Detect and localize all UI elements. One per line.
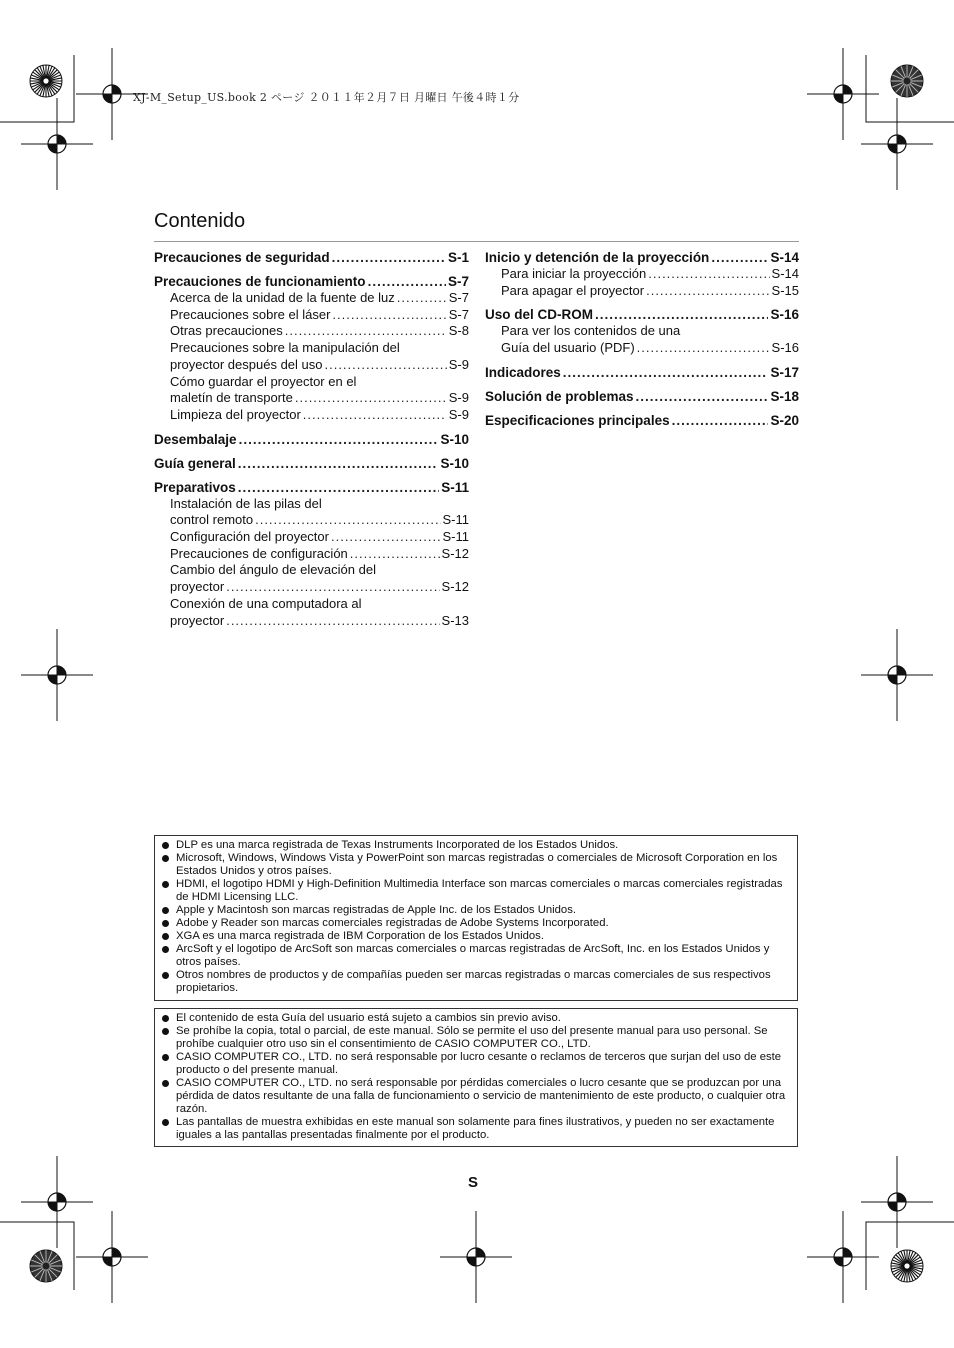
toc-entry-label: Precauciones de funcionamiento xyxy=(154,274,366,289)
bullet-icon xyxy=(162,1028,169,1035)
toc-entry-label: Uso del CD-ROM xyxy=(485,307,593,323)
toc-entry-label: Desembalaje xyxy=(154,431,237,447)
toc-page-number: S-9 xyxy=(448,390,469,406)
trademark-item xyxy=(161,839,789,852)
bullet-icon xyxy=(162,907,169,914)
toc-subsection-entry[interactable] xyxy=(154,307,469,324)
toc-subsection-entry[interactable] xyxy=(154,579,469,596)
toc-page-number: S-14 xyxy=(771,266,799,281)
toc-entry-label: Guía del usuario (PDF) xyxy=(501,340,635,356)
bullet-icon xyxy=(162,1054,169,1061)
toc-page-number: S-16 xyxy=(770,307,799,323)
trademark-item xyxy=(161,904,789,917)
toc-subsection-entry[interactable] xyxy=(154,529,469,546)
disclaimer-item-text: CASIO COMPUTER CO., LTD. no será responsable por pérdidas comerciales o lucro cesante que se produzcan por una pérdida de datos resultante de una falla de funcionamiento o servicio de mantenimiento de este producto, o cualquier otra razón. xyxy=(176,1077,786,1115)
toc-dot-leader xyxy=(711,250,768,266)
toc-page-number: S-18 xyxy=(770,388,799,404)
toc-entry-label: Indicadores xyxy=(485,364,561,380)
toc-dot-leader xyxy=(637,340,770,357)
page-header-file-info: XJ-M_Setup_US.book 2 ページ ２０１１年２月７日 月曜日 午後４時１分 xyxy=(133,91,520,104)
disclaimer-item xyxy=(161,1116,789,1142)
toc-left-column xyxy=(154,250,469,629)
toc-dot-leader xyxy=(368,274,446,290)
toc-dot-leader xyxy=(295,390,447,407)
toc-dot-leader xyxy=(332,307,446,324)
toc-subsection-entry[interactable] xyxy=(154,290,469,307)
toc-section-entry[interactable] xyxy=(485,250,799,266)
trademark-item-text: Otros nombres de productos y de compañías pueden ser marcas registradas o marcas comerciales de sus respectivos propietarios. xyxy=(176,969,771,994)
toc-entry-label: Inicio y detención de la proyección xyxy=(485,250,710,265)
toc-entry-label: maletín de transporte xyxy=(170,390,293,406)
trademark-item-text: ArcSoft y el logotipo de ArcSoft son marcas comerciales o marcas registradas de ArcSoft, Inc. en los Estados Unidos y otros países. xyxy=(176,943,770,968)
toc-page-number: S-7 xyxy=(447,274,469,289)
toc-dot-leader xyxy=(239,432,439,448)
toc-section-entry[interactable] xyxy=(485,307,799,323)
toc-page-number: S-12 xyxy=(441,579,469,595)
toc-entry-line: Para ver los contenidos de una xyxy=(501,323,681,339)
toc-section-entry[interactable] xyxy=(485,389,799,405)
toc-entry-line: Instalación de las pilas del xyxy=(170,495,322,511)
toc-page-number: S-16 xyxy=(771,340,799,356)
toc-page-number: S-10 xyxy=(440,431,469,447)
trademark-item-text: DLP es una marca registrada de Texas Instruments Incorporated de los Estados Unidos. xyxy=(176,839,619,851)
disclaimer-item xyxy=(161,1077,789,1116)
toc-subsection-entry[interactable] xyxy=(154,613,469,630)
toc-dot-leader xyxy=(226,579,439,596)
disclaimer-item-text: CASIO COMPUTER CO., LTD. no será responsable por lucro cesante o reclamos de terceros que surjan del uso de este producto o del presente manual. xyxy=(176,1051,782,1076)
disclaimer-item-text: Se prohíbe la copia, total o parcial, de este manual. Sólo se permite el uso del presente manual para uso personal. Se prohíbe cualquier otro uso sin el consentimiento de CASIO COMPUTER CO., LTD. xyxy=(176,1025,768,1050)
toc-entry-line: Cómo guardar el proyector en el xyxy=(170,373,357,389)
toc-dot-leader xyxy=(672,413,769,429)
toc-entry-line: Cambio del ángulo de elevación del xyxy=(170,562,376,578)
toc-entry-label: Precauciones de configuración xyxy=(170,545,348,561)
bullet-icon xyxy=(162,842,169,849)
bullet-icon xyxy=(162,855,169,862)
disclaimer-item xyxy=(161,1025,789,1051)
title-divider xyxy=(154,241,799,242)
toc-subsection-entry[interactable] xyxy=(154,323,469,340)
trademark-item-text: XGA es una marca registrada de IBM Corporation de los Estados Unidos. xyxy=(176,930,544,942)
bullet-icon xyxy=(162,1015,169,1022)
toc-entry-label: Otras precauciones xyxy=(170,323,283,339)
toc-dot-leader xyxy=(397,290,447,307)
toc-page-number: S-1 xyxy=(447,250,469,265)
trademark-item xyxy=(161,930,789,943)
toc-page-number: S-7 xyxy=(448,290,469,305)
trademark-item xyxy=(161,878,789,904)
toc-subsection-entry[interactable] xyxy=(154,546,469,563)
toc-section-entry[interactable] xyxy=(154,432,469,448)
bullet-icon xyxy=(162,1080,169,1087)
bullet-icon xyxy=(162,946,169,953)
toc-dot-leader xyxy=(324,357,446,374)
toc-subsection-entry[interactable] xyxy=(485,266,799,283)
trademark-item-text: Microsoft, Windows, Windows Vista y PowerPoint son marcas registradas o comerciales de Microsoft Corporation en los Estados Unidos y otros países. xyxy=(176,852,778,877)
page-title: Contenido xyxy=(154,210,246,232)
toc-entry-label: Precauciones sobre el láser xyxy=(170,306,331,322)
toc-dot-leader xyxy=(636,389,769,405)
trademark-item xyxy=(161,917,789,930)
trademark-item-text: Adobe y Reader son marcas comerciales registradas de Adobe Systems Incorporated. xyxy=(176,917,609,929)
toc-page-number: S-11 xyxy=(442,512,469,528)
toc-entry-label: Para apagar el proyector xyxy=(501,282,645,298)
toc-entry-label: control remoto xyxy=(170,512,254,528)
toc-dot-leader xyxy=(255,512,440,529)
page-letter: S xyxy=(468,1174,479,1191)
toc-page-number: S-15 xyxy=(771,282,799,298)
toc-entry-label: Solución de problemas xyxy=(485,388,634,404)
toc-dot-leader xyxy=(332,250,446,266)
toc-entry-line: Conexión de una computadora al xyxy=(170,595,362,611)
toc-page-number: S-11 xyxy=(442,529,469,545)
bullet-icon xyxy=(162,972,169,979)
toc-page-number: S-8 xyxy=(448,323,469,339)
toc-section-entry[interactable] xyxy=(485,365,799,381)
toc-right-column xyxy=(485,250,799,429)
toc-entry-label: Guía general xyxy=(154,455,236,471)
toc-page-number: S-14 xyxy=(770,250,799,265)
toc-entry-label: proyector xyxy=(170,612,225,628)
disclaimer-list xyxy=(161,1012,789,1142)
trademark-list xyxy=(161,839,789,995)
toc-dot-leader xyxy=(238,480,439,496)
trademark-item xyxy=(161,852,789,878)
toc-subsection-entry[interactable] xyxy=(485,340,799,357)
toc-page-number: S-17 xyxy=(770,364,799,380)
toc-entry-label: proyector xyxy=(170,579,225,595)
bullet-icon xyxy=(162,920,169,927)
toc-dot-leader xyxy=(646,283,769,300)
toc-entry-label: Especificaciones principales xyxy=(485,412,670,428)
toc-entry-label: Precauciones de seguridad xyxy=(154,250,330,265)
disclaimer-notice-box xyxy=(154,1008,798,1147)
toc-subsection-entry[interactable] xyxy=(485,283,799,300)
disclaimer-item-text: El contenido de esta Guía del usuario está sujeto a cambios sin previo aviso. xyxy=(176,1012,561,1024)
toc-page-number: S-13 xyxy=(441,612,469,628)
toc-dot-leader xyxy=(303,407,447,424)
trademark-notice-box xyxy=(154,835,798,1001)
toc-subsection-entry[interactable] xyxy=(154,407,469,424)
toc-section-entry[interactable] xyxy=(485,413,799,429)
toc-subsection-entry[interactable] xyxy=(154,390,469,407)
toc-page-number: S-9 xyxy=(448,406,469,422)
trademark-item-text: Apple y Macintosh son marcas registradas de Apple Inc. de los Estados Unidos. xyxy=(176,904,576,916)
bullet-icon xyxy=(162,1119,169,1126)
toc-entry-label: Preparativos xyxy=(154,479,236,495)
toc-dot-leader xyxy=(648,266,769,283)
toc-subsection-entry[interactable] xyxy=(154,512,469,529)
toc-dot-leader xyxy=(350,546,440,563)
toc-dot-leader xyxy=(226,613,439,630)
toc-entry-label: Acerca de la unidad de la fuente de luz xyxy=(170,290,395,305)
trademark-item xyxy=(161,969,789,995)
toc-section-entry[interactable] xyxy=(154,274,469,290)
toc-section-entry[interactable] xyxy=(154,480,469,496)
toc-dot-leader xyxy=(238,456,439,472)
toc-page-number: S-11 xyxy=(441,479,469,495)
toc-entry-line: Precauciones sobre la manipulación del xyxy=(170,340,400,356)
trademark-item xyxy=(161,943,789,969)
toc-dot-leader xyxy=(595,307,768,323)
toc-dot-leader xyxy=(285,323,447,340)
disclaimer-item xyxy=(161,1051,789,1077)
trademark-item-text: HDMI, el logotipo HDMI y High-Definition Multimedia Interface son marcas comerciales o marcas comerciales registradas de HDMI Licensing LLC. xyxy=(176,878,783,903)
toc-entry-label: Configuración del proyector xyxy=(170,529,329,545)
toc-dot-leader xyxy=(331,529,441,546)
toc-section-entry[interactable] xyxy=(154,456,469,472)
toc-entry-label: Limpieza del proyector xyxy=(170,406,301,422)
bullet-icon xyxy=(162,933,169,940)
toc-page-number: S-20 xyxy=(770,412,799,428)
bullet-icon xyxy=(162,881,169,888)
disclaimer-item-text: Las pantallas de muestra exhibidas en este manual son solamente para fines ilustrativos, y pueden no ser exactamente iguales a las pantallas presentadas finalmente por el producto. xyxy=(176,1116,775,1141)
disclaimer-item xyxy=(161,1012,789,1025)
toc-page-number: S-7 xyxy=(448,306,469,322)
toc-entry-label: proyector después del uso xyxy=(170,356,323,372)
toc-entry-label: Para iniciar la proyección xyxy=(501,266,647,281)
toc-section-entry[interactable] xyxy=(154,250,469,266)
toc-subsection-entry[interactable] xyxy=(154,357,469,374)
toc-page-number: S-10 xyxy=(440,455,469,471)
toc-page-number: S-12 xyxy=(441,545,469,561)
toc-dot-leader xyxy=(563,365,769,381)
toc-page-number: S-9 xyxy=(448,356,469,372)
